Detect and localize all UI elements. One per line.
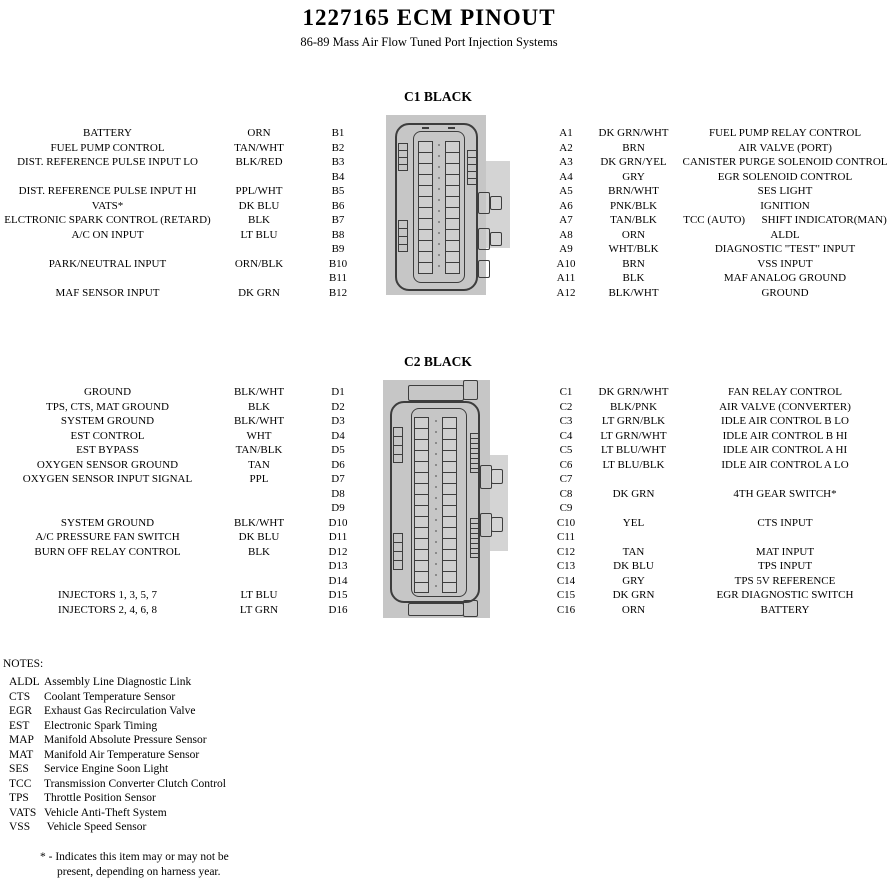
left-wire-color xyxy=(209,501,309,516)
left-wire-color: DK GRN xyxy=(238,286,280,299)
left-function-label: MAF SENSOR INPUT xyxy=(55,286,160,299)
right-function-label xyxy=(676,530,894,545)
left-function-label: FUEL PUMP CONTROL xyxy=(50,141,165,154)
right-wire-color: LT GRN/BLK xyxy=(601,415,666,427)
left-pin-id: B4 xyxy=(331,170,345,183)
left-wire-color: BLK xyxy=(248,214,270,226)
note-abbreviation: SES xyxy=(9,763,29,775)
left-function-label: TPS, CTS, MAT GROUND xyxy=(46,400,169,413)
right-function-label: GROUND xyxy=(761,286,809,299)
right-wire-color: BLK/PNK xyxy=(609,400,658,413)
right-pin-id: C4 xyxy=(559,429,573,442)
footnote-line-1: * - Indicates this item may or may not be xyxy=(40,851,229,863)
connector-latch xyxy=(478,260,490,278)
left-function-label: INJECTORS 1, 3, 5, 7 xyxy=(57,589,158,601)
connector-top-tab xyxy=(408,385,464,401)
footnote-line-2: present, depending on harness year. xyxy=(57,865,221,878)
note-meaning: Vehicle Speed Sensor xyxy=(44,821,147,833)
right-function-label: IDLE AIR CONTROL B HI xyxy=(722,429,848,442)
note-item xyxy=(0,791,400,806)
notes-heading: NOTES: xyxy=(3,658,44,670)
note-item xyxy=(0,719,400,734)
right-wire-color: GRY xyxy=(622,574,645,587)
right-function-label: 4TH GEAR SWITCH* xyxy=(733,487,837,500)
right-function-label: MAT INPUT xyxy=(755,545,815,558)
left-wire-color: LT GRN xyxy=(239,603,279,616)
right-wire-color: WHT/BLK xyxy=(608,243,659,255)
left-wire-color: PPL/WHT xyxy=(235,185,283,197)
connector-c2-heading: C2 BLACK xyxy=(404,354,472,369)
right-pin-id: A6 xyxy=(559,199,573,212)
page-title: 1227165 ECM PINOUT xyxy=(302,5,556,30)
note-abbreviation: ALDL xyxy=(9,676,40,688)
left-function-label xyxy=(0,501,215,516)
note-item xyxy=(0,777,400,792)
right-pin-id: A12 xyxy=(556,286,576,299)
left-function-label xyxy=(0,574,215,589)
left-wire-color: BLK/WHT xyxy=(233,415,285,427)
left-pin-id: B1 xyxy=(331,127,345,139)
right-function-label: AIR VALVE (CONVERTER) xyxy=(719,400,851,413)
right-pin-id: A11 xyxy=(556,272,576,284)
left-wire-color: BLK xyxy=(248,400,270,413)
note-item xyxy=(0,704,400,719)
left-function-label: A/C PRESSURE FAN SWITCH xyxy=(35,531,180,543)
left-pin-id: D2 xyxy=(331,400,345,413)
right-function-label xyxy=(676,501,894,516)
right-wire-color: GRY xyxy=(622,170,645,183)
right-function-label: CTS INPUT xyxy=(757,516,813,529)
left-function-label: BURN OFF RELAY CONTROL xyxy=(34,545,181,558)
right-pin-id: C11 xyxy=(557,531,575,543)
left-wire-color: ORN/BLK xyxy=(234,257,284,270)
left-wire-color: BLK xyxy=(248,545,270,558)
left-pin-id: D16 xyxy=(328,603,348,616)
pin-number-marks xyxy=(435,420,437,590)
left-pin-id: D12 xyxy=(328,545,348,558)
left-wire-color xyxy=(209,242,309,257)
right-wire-color: PNK/BLK xyxy=(609,199,658,212)
right-pin-id: A1 xyxy=(559,127,573,139)
left-pin-id: B9 xyxy=(331,243,345,255)
right-function-label: IGNITION xyxy=(760,199,810,212)
left-pin-id: D1 xyxy=(331,386,345,398)
left-function-label: EST CONTROL xyxy=(70,429,145,442)
left-pin-id: D14 xyxy=(328,574,348,587)
right-function-label: ALDL xyxy=(770,228,800,241)
left-function-label xyxy=(0,170,215,185)
left-function-label: EST BYPASS xyxy=(76,444,139,456)
note-abbreviation: CTS xyxy=(9,690,31,703)
connector-latch-nub xyxy=(490,232,502,246)
right-pin-id: A2 xyxy=(559,141,573,154)
right-pin-id: A4 xyxy=(559,170,573,183)
right-wire-color: LT BLU/BLK xyxy=(602,458,665,471)
left-function-label: VATS* xyxy=(91,199,124,212)
connector-latch xyxy=(478,228,490,250)
note-abbreviation: TCC xyxy=(9,777,32,790)
note-abbreviation: VATS xyxy=(9,806,37,819)
right-wire-color: DK BLU xyxy=(613,560,654,572)
left-function-label: OXYGEN SENSOR GROUND xyxy=(36,458,179,471)
c2-connector-diagram xyxy=(383,378,509,618)
left-wire-color xyxy=(209,271,309,286)
left-wire-color: TAN/BLK xyxy=(235,444,283,456)
connector-rib xyxy=(398,143,408,171)
left-pin-id: D10 xyxy=(328,516,348,529)
right-wire-color: BRN/WHT xyxy=(608,185,659,197)
right-function-label: AIR VALVE (PORT) xyxy=(738,141,832,154)
right-wire-color: DK GRN xyxy=(612,487,655,500)
left-function-label: ELCTRONIC SPARK CONTROL (RETARD) xyxy=(4,214,211,226)
right-pin-id: A5 xyxy=(559,185,573,197)
note-meaning: Transmission Converter Clutch Control xyxy=(44,777,226,790)
left-function-label xyxy=(0,559,215,574)
right-function-label: IDLE AIR CONTROL A HI xyxy=(722,444,848,456)
left-pin-id: B10 xyxy=(328,257,348,270)
right-function-label xyxy=(676,472,894,487)
right-function-label: TPS 5V REFERENCE xyxy=(734,574,836,587)
right-wire-color: BLK xyxy=(622,272,645,284)
left-wire-color: WHT xyxy=(246,429,272,442)
right-pin-id: C14 xyxy=(556,574,576,587)
left-function-label: GROUND xyxy=(83,386,132,398)
right-pin-id: C12 xyxy=(556,545,576,558)
right-pin-id: A10 xyxy=(556,257,576,270)
note-meaning: Manifold Absolute Pressure Sensor xyxy=(44,734,207,746)
right-function-label: EGR SOLENOID CONTROL xyxy=(717,170,853,183)
right-wire-color: DK GRN/YEL xyxy=(600,156,667,168)
pin-column-left xyxy=(418,141,433,274)
right-wire-color xyxy=(586,501,681,516)
note-abbreviation: VSS xyxy=(9,821,31,833)
connector-bottom-tab xyxy=(408,603,464,616)
right-pin-id: C3 xyxy=(559,415,573,427)
footnote xyxy=(40,850,229,879)
left-function-label xyxy=(0,242,215,257)
left-function-label: DIST. REFERENCE PULSE INPUT HI xyxy=(18,185,197,197)
title-block xyxy=(0,5,858,50)
right-pin-id: C16 xyxy=(556,603,576,616)
left-pin-id: B11 xyxy=(329,272,347,284)
left-pin-id: B3 xyxy=(331,156,345,168)
right-wire-color: DK GRN/WHT xyxy=(598,386,669,398)
left-wire-color xyxy=(209,574,309,589)
left-wire-color: PPL xyxy=(249,473,269,485)
right-pin-id: A7 xyxy=(559,214,573,226)
left-pin-id: B7 xyxy=(331,214,345,226)
right-wire-color: BLK/WHT xyxy=(608,286,659,299)
note-abbreviation: MAP xyxy=(9,734,34,746)
note-meaning: Assembly Line Diagnostic Link xyxy=(44,676,192,688)
left-wire-color xyxy=(209,170,309,185)
left-function-label xyxy=(0,487,215,502)
right-wire-color: DK GRN/WHT xyxy=(598,127,669,139)
note-abbreviation: TPS xyxy=(9,792,29,804)
left-function-label: OXYGEN SENSOR INPUT SIGNAL xyxy=(22,473,193,485)
note-item xyxy=(0,762,400,777)
left-wire-color: DK BLU xyxy=(238,531,280,543)
left-pin-id: D3 xyxy=(331,415,345,427)
right-pin-id: C5 xyxy=(559,444,573,456)
note-meaning: Service Engine Soon Light xyxy=(44,763,169,775)
connector-latch-nub xyxy=(490,196,502,210)
right-wire-color: TAN xyxy=(622,545,645,558)
note-item xyxy=(0,820,400,835)
left-pin-id: D8 xyxy=(331,487,345,500)
left-wire-color: DK BLU xyxy=(238,199,280,212)
left-wire-color xyxy=(209,559,309,574)
connector-rib xyxy=(470,518,479,558)
right-wire-color: BRN xyxy=(622,141,645,154)
right-wire-color: LT BLU/WHT xyxy=(600,444,667,456)
right-pin-id: C8 xyxy=(559,487,573,500)
left-function-label: DIST. REFERENCE PULSE INPUT LO xyxy=(17,156,198,168)
left-function-label xyxy=(0,271,215,286)
connector-latch xyxy=(478,192,490,214)
page-subtitle: 86-89 Mass Air Flow Tuned Port Injection Systems xyxy=(300,35,558,49)
pin-number-marks xyxy=(438,144,440,271)
left-pin-id: D11 xyxy=(328,531,348,543)
left-pin-id: D15 xyxy=(328,589,348,601)
right-wire-color xyxy=(586,530,681,545)
note-meaning: Exhaust Gas Recirculation Valve xyxy=(44,705,196,717)
right-function-label: TCC (AUTO) SHIFT INDICATOR(MAN) xyxy=(683,214,887,226)
left-wire-color: LT BLU xyxy=(240,589,278,601)
right-pin-id: C10 xyxy=(556,516,576,529)
right-function-label: IDLE AIR CONTROL B LO xyxy=(721,415,849,427)
right-wire-color: LT GRN/WHT xyxy=(600,429,667,442)
note-meaning: Coolant Temperature Sensor xyxy=(44,690,176,703)
right-pin-id: C13 xyxy=(556,560,576,572)
right-pin-id: C7 xyxy=(559,473,573,485)
left-function-label: INJECTORS 2, 4, 6, 8 xyxy=(57,603,158,616)
left-pin-id: D6 xyxy=(331,458,345,471)
connector-c1-heading: C1 BLACK xyxy=(404,89,472,104)
left-function-label: SYSTEM GROUND xyxy=(60,415,155,427)
pin-column-right xyxy=(442,417,457,593)
right-wire-color: BRN xyxy=(622,257,645,270)
right-pin-id: C2 xyxy=(559,400,573,413)
left-wire-color: BLK/WHT xyxy=(233,516,285,529)
connector-rib xyxy=(393,533,403,570)
note-meaning: Electronic Spark Timing xyxy=(44,719,158,732)
connector-rib xyxy=(398,220,408,252)
right-pin-id: A9 xyxy=(559,243,573,255)
left-wire-color: TAN xyxy=(248,458,270,471)
connector-bottom-tab xyxy=(463,600,478,617)
left-pin-id: D7 xyxy=(331,473,345,485)
left-pin-id: B6 xyxy=(331,199,345,212)
note-item xyxy=(0,675,400,690)
note-abbreviation: MAT xyxy=(9,748,34,761)
connector-rib xyxy=(467,150,477,185)
left-wire-color: ORN xyxy=(247,127,271,139)
right-function-label: FAN RELAY CONTROL xyxy=(728,386,842,398)
connector-latch-nub xyxy=(491,469,503,484)
left-pin-id: B5 xyxy=(331,185,345,197)
left-pin-id: B8 xyxy=(331,228,345,241)
note-meaning: Throttle Position Sensor xyxy=(44,792,156,804)
note-abbreviation: EST xyxy=(9,719,30,732)
c1-connector-diagram xyxy=(386,114,510,296)
left-pin-id: D5 xyxy=(331,444,345,456)
note-meaning: Vehicle Anti-Theft System xyxy=(44,806,167,819)
right-function-label: VSS INPUT xyxy=(757,257,813,270)
left-pin-id: B2 xyxy=(331,141,345,154)
right-wire-color: DK GRN xyxy=(612,589,655,601)
left-function-label: A/C ON INPUT xyxy=(71,228,144,241)
note-item xyxy=(0,748,400,763)
right-wire-color: TAN/BLK xyxy=(610,214,657,226)
right-function-label: IDLE AIR CONTROL A LO xyxy=(721,458,849,471)
note-item xyxy=(0,690,400,705)
connector-index-mark xyxy=(422,127,429,129)
left-wire-color: LT BLU xyxy=(240,228,278,241)
right-function-label: MAF ANALOG GROUND xyxy=(723,272,847,284)
right-pin-id: A3 xyxy=(559,156,573,168)
right-pin-id: A8 xyxy=(559,228,573,241)
right-function-label: EGR DIAGNOSTIC SWITCH xyxy=(716,589,854,601)
right-wire-color: ORN xyxy=(621,603,646,616)
note-item xyxy=(0,806,400,821)
note-meaning: Manifold Air Temperature Sensor xyxy=(44,748,200,761)
right-function-label: SES LIGHT xyxy=(757,185,813,197)
left-pin-id: D9 xyxy=(331,502,345,514)
right-function-label: FUEL PUMP RELAY CONTROL xyxy=(708,127,862,139)
right-function-label: CANISTER PURGE SOLENOID CONTROL xyxy=(682,156,888,168)
left-function-label: BATTERY xyxy=(83,127,132,139)
note-abbreviation: EGR xyxy=(9,705,32,717)
right-function-label: DIAGNOSTIC "TEST" INPUT xyxy=(714,243,856,255)
right-wire-color xyxy=(586,472,681,487)
left-wire-color: TAN/WHT xyxy=(234,141,284,154)
right-pin-id: C15 xyxy=(556,589,576,601)
right-pin-id: C9 xyxy=(559,502,573,514)
left-pin-id: D13 xyxy=(328,560,348,572)
notes-list xyxy=(0,675,400,835)
note-item xyxy=(0,733,400,748)
left-function-label: PARK/NEUTRAL INPUT xyxy=(48,257,167,270)
right-function-label: BATTERY xyxy=(760,603,810,616)
right-wire-color: YEL xyxy=(622,516,645,529)
right-wire-color: ORN xyxy=(621,228,646,241)
left-pin-id: B12 xyxy=(328,286,348,299)
left-wire-color: BLK/RED xyxy=(235,156,283,168)
pin-column-right xyxy=(445,141,460,274)
right-function-label: TPS INPUT xyxy=(757,560,813,572)
connector-index-mark xyxy=(448,127,455,129)
left-function-label: SYSTEM GROUND xyxy=(60,516,155,529)
pin-column-left xyxy=(414,417,429,593)
left-pin-id: D4 xyxy=(331,429,345,442)
left-wire-color xyxy=(209,487,309,502)
right-pin-id: C6 xyxy=(559,458,573,471)
connector-rib xyxy=(470,433,479,473)
connector-rib xyxy=(393,427,403,463)
right-pin-id: C1 xyxy=(559,386,573,398)
connector-top-tab xyxy=(463,380,478,400)
left-wire-color: BLK/WHT xyxy=(233,386,285,398)
connector-latch-nub xyxy=(491,517,503,532)
